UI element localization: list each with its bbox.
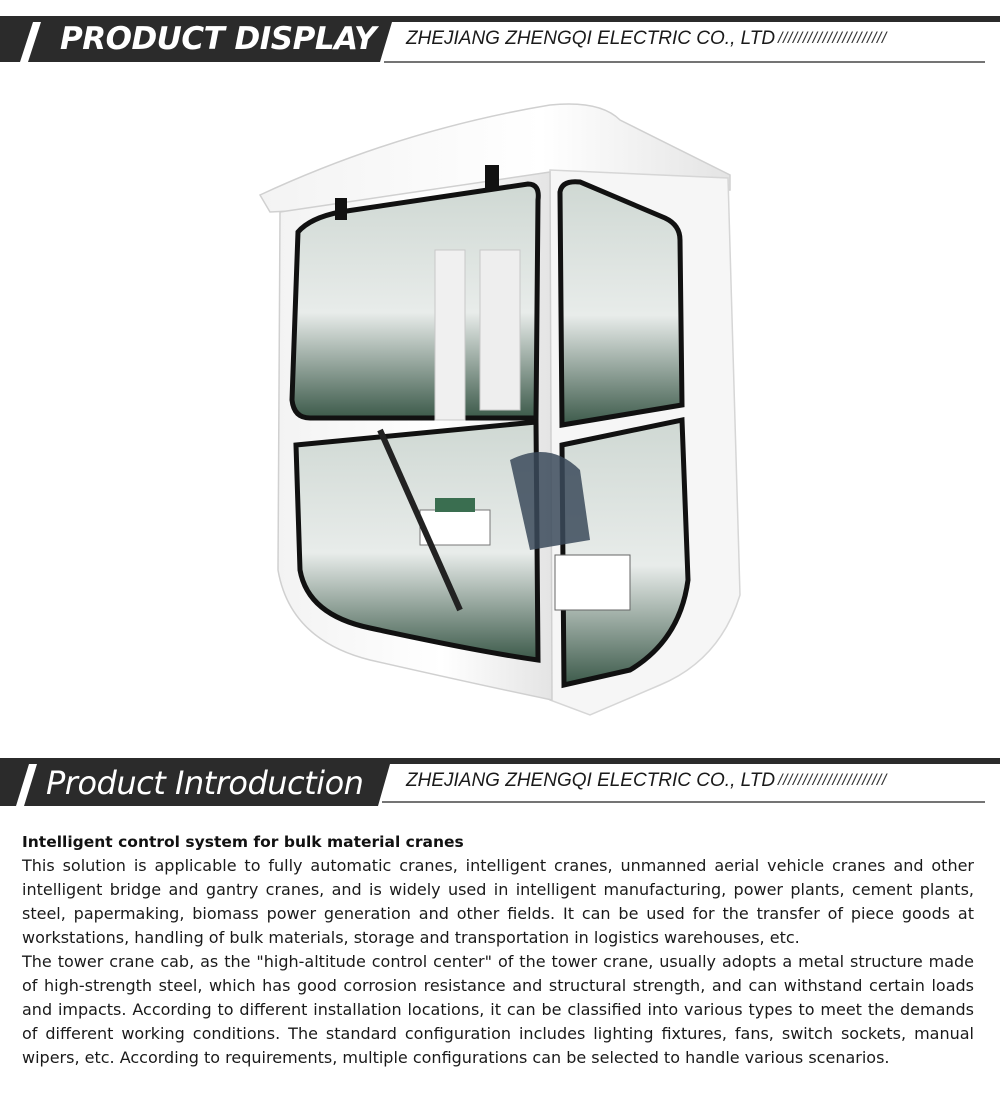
banner-title: Product Introduction — [46, 764, 364, 802]
intro-paragraph: This solution is applicable to fully automatic cranes, intelligent cranes, unmanned aerial vehicle cranes and other intelligent bridge and gantry cranes, and is widely used in intelligent manufacturing, power plants, cement plants, steel, papermaking, biomass power generation and other fields. It can be used for the transfer of piece goods at workstations, handling of bulk materials, storage and transportation in logistics warehouses, etc. — [22, 856, 974, 947]
banner-title: PRODUCT DISPLAY — [60, 21, 376, 57]
banner-slash-decoration: ////////////////////// — [778, 772, 887, 789]
banner-company-name: ZHEJIANG ZHENGQI ELECTRIC CO., LTD — [406, 770, 776, 791]
product-introduction-banner — [0, 758, 1000, 808]
product-introduction-text — [22, 830, 974, 1070]
intro-heading: Intelligent control system for bulk material cranes — [22, 833, 464, 851]
intro-paragraph: The tower crane cab, as the "high-altitude control center" of the tower crane, usually adopts a metal structure made of high-strength steel, which has good corrosion resistance and structural strength, and can withstand certain loads and impacts. According to different installation locations, it can be classified into various types to meet the demands of different working conditions. The standard configuration includes lighting fixtures, fans, switch sockets, manual wipers, etc. According to requirements, multiple configurations can be selected to handle various scenarios. — [22, 952, 974, 1067]
product-display-banner — [0, 16, 1000, 66]
crane-cab-illustration-icon — [250, 100, 750, 720]
banner-slash-decoration: ////////////////////// — [778, 30, 887, 47]
banner-company-name: ZHEJIANG ZHENGQI ELECTRIC CO., LTD — [406, 28, 776, 49]
